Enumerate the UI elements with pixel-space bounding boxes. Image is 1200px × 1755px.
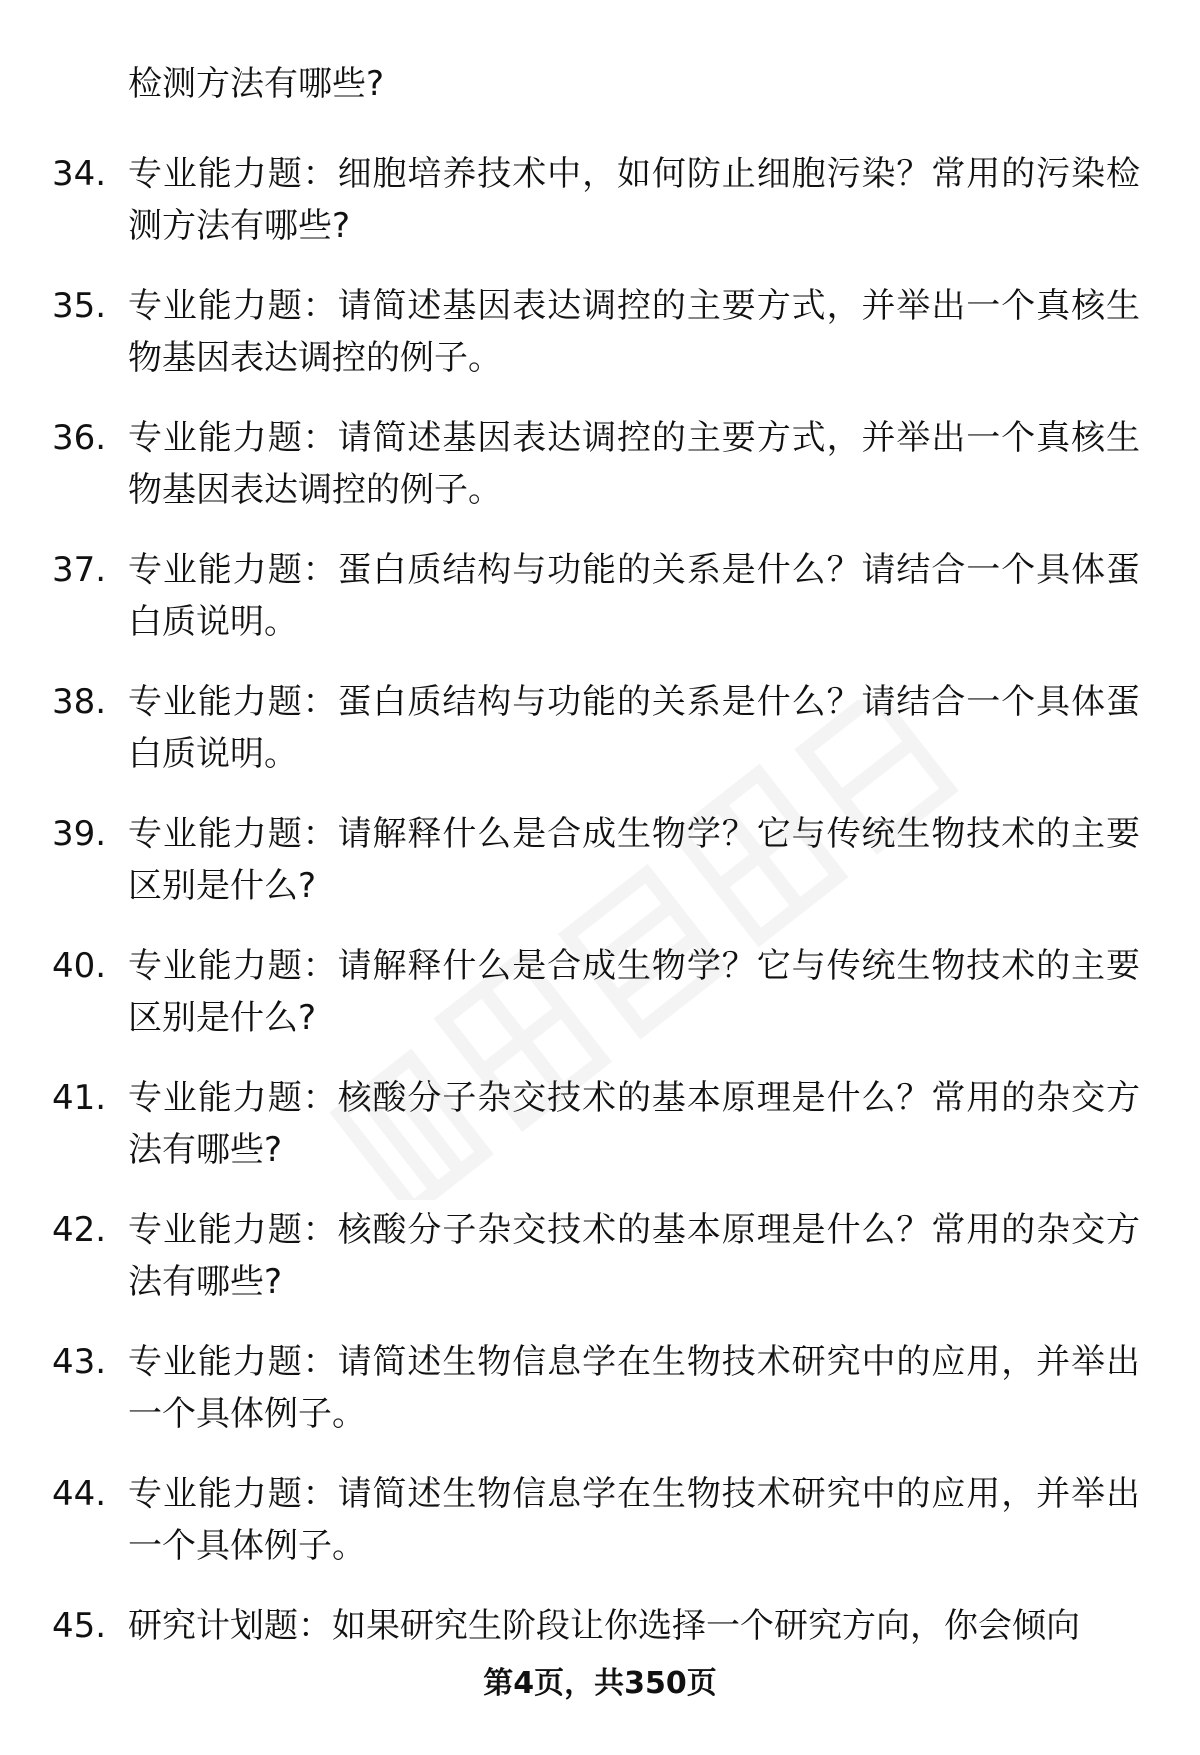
list-item <box>0 280 1200 412</box>
question-text: 专业能力题：请解释什么是合成生物学？它与传统生物技术的主要区别是什么? <box>128 814 1140 906</box>
list-item <box>0 676 1200 808</box>
question-number: 40. <box>52 946 107 986</box>
question-text: 专业能力题：蛋白质结构与功能的关系是什么？请结合一个具体蛋白质说明。 <box>128 682 1140 774</box>
question-text: 专业能力题：请解释什么是合成生物学？它与传统生物技术的主要区别是什么? <box>128 946 1140 1038</box>
question-text: 专业能力题：细胞培养技术中，如何防止细胞污染？常用的污染检测方法有哪些? <box>128 154 1140 246</box>
question-number: 37. <box>52 550 107 590</box>
question-text: 专业能力题：请简述基因表达调控的主要方式，并举出一个真核生物基因表达调控的例子。 <box>128 286 1140 378</box>
question-text: 专业能力题：核酸分子杂交技术的基本原理是什么？常用的杂交方法有哪些? <box>128 1078 1140 1170</box>
list-item <box>0 544 1200 676</box>
question-text: 研究计划题：如果研究生阶段让你选择一个研究方向，你会倾向 <box>128 1606 1080 1646</box>
list-item <box>0 148 1200 280</box>
question-number: 44. <box>52 1474 107 1514</box>
question-text: 专业能力题：核酸分子杂交技术的基本原理是什么？常用的杂交方法有哪些? <box>128 1210 1140 1302</box>
question-number: 34. <box>52 154 107 194</box>
question-list <box>0 148 1200 1732</box>
continuation-text: 检测方法有哪些? <box>128 64 385 104</box>
question-text: 专业能力题：请简述生物信息学在生物技术研究中的应用，并举出一个具体例子。 <box>128 1474 1140 1566</box>
list-item <box>0 808 1200 940</box>
list-item <box>0 1336 1200 1468</box>
question-number: 43. <box>52 1342 107 1382</box>
list-item <box>0 412 1200 544</box>
list-item <box>0 940 1200 1072</box>
question-number: 42. <box>52 1210 107 1250</box>
question-text: 专业能力题：请简述基因表达调控的主要方式，并举出一个真核生物基因表达调控的例子。 <box>128 418 1140 510</box>
list-item <box>0 1204 1200 1336</box>
page-footer: 第4页，共350页 <box>483 1666 717 1701</box>
question-number: 36. <box>52 418 107 458</box>
question-text: 专业能力题：请简述生物信息学在生物技术研究中的应用，并举出一个具体例子。 <box>128 1342 1140 1434</box>
list-item <box>0 1072 1200 1204</box>
question-number: 45. <box>52 1606 107 1646</box>
question-text: 专业能力题：蛋白质结构与功能的关系是什么？请结合一个具体蛋白质说明。 <box>128 550 1140 642</box>
question-number: 41. <box>52 1078 107 1118</box>
question-number: 35. <box>52 286 107 326</box>
list-item <box>0 1468 1200 1600</box>
question-number: 39. <box>52 814 107 854</box>
question-number: 38. <box>52 682 107 722</box>
